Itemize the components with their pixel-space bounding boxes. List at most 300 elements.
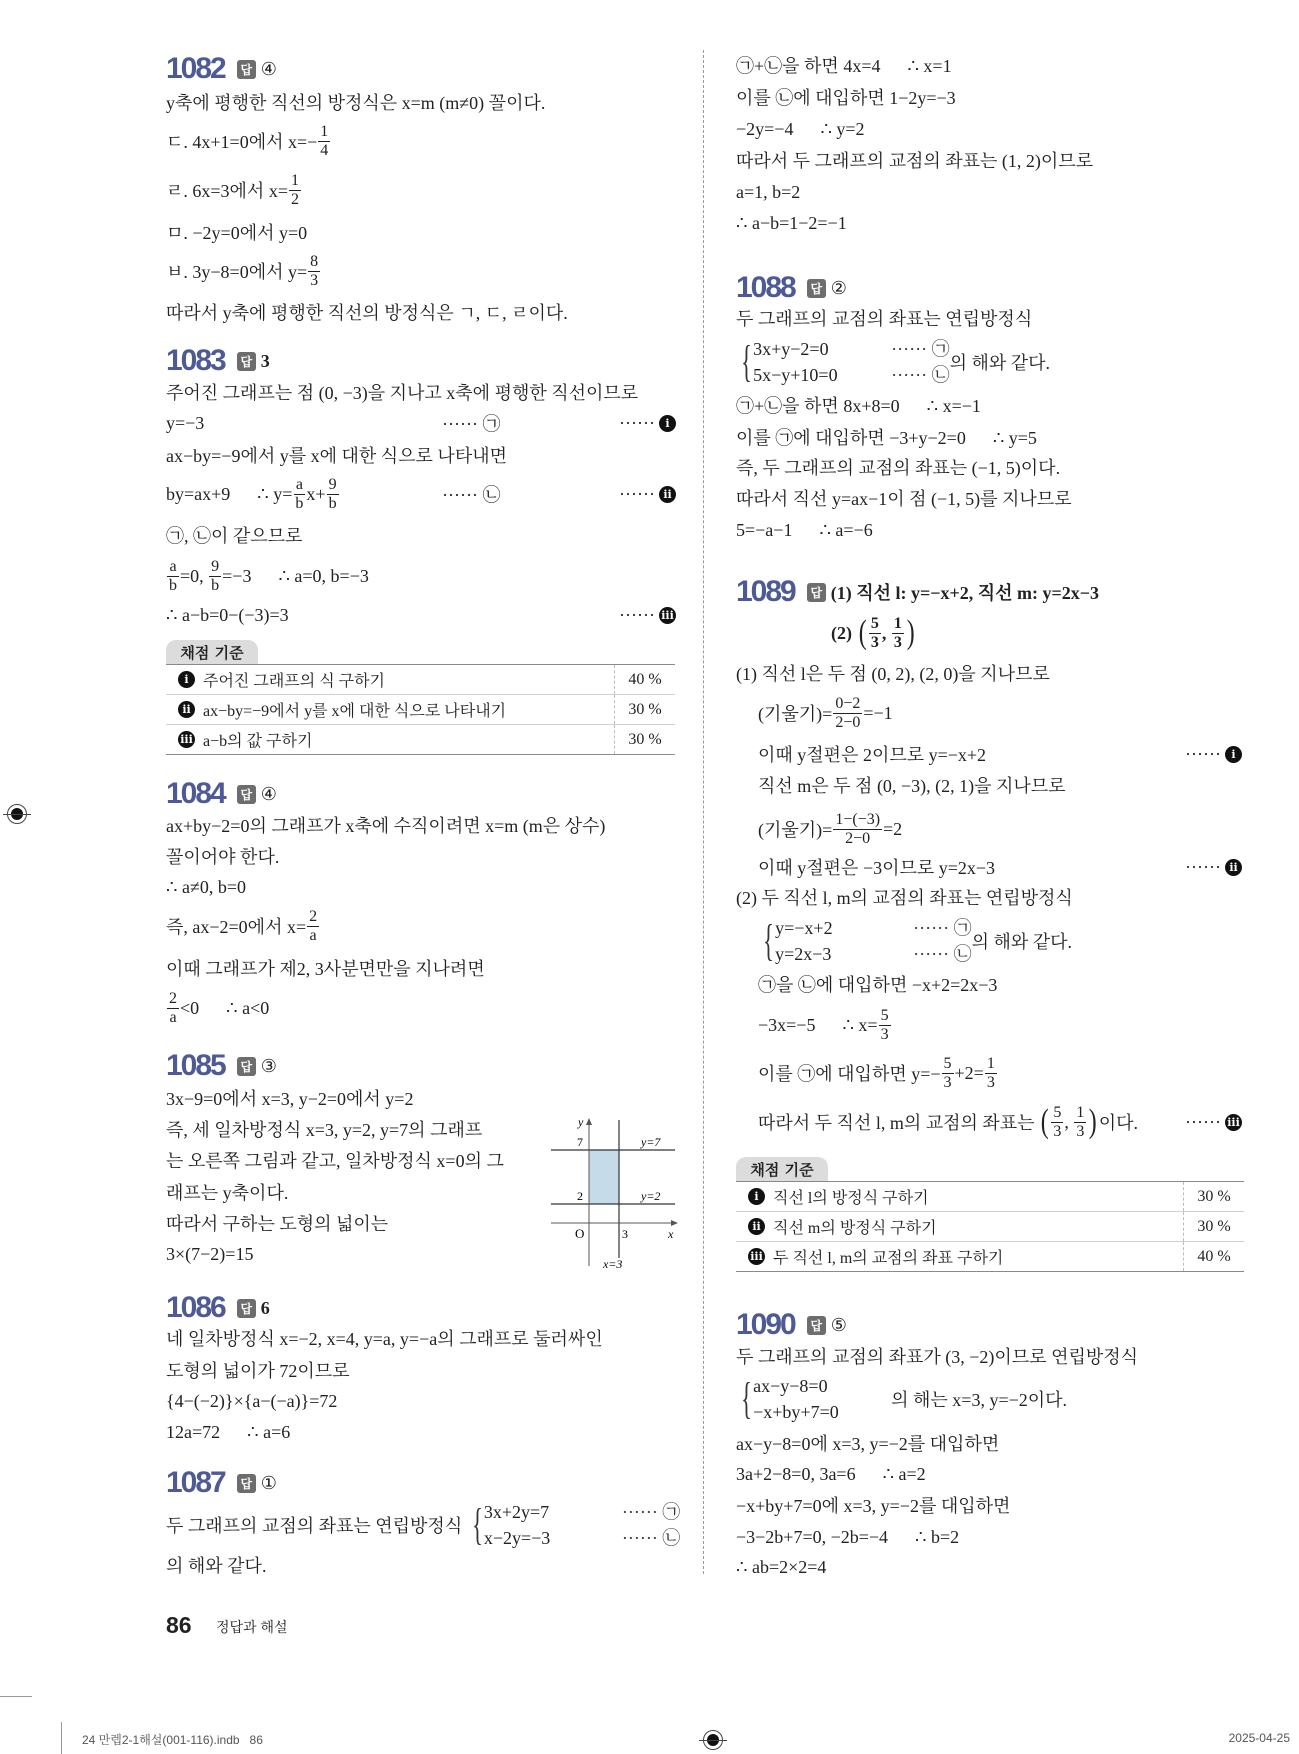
text-run: 는 오른쪽 그림과 같고, 일차방정식 x=0의 그 [166, 1151, 504, 1171]
solution-line [166, 600, 676, 630]
x-axis-label: x [668, 1227, 674, 1241]
label-y2: y=2 [641, 1189, 661, 1203]
text-run: 두 그래프의 교점의 좌표는 연립방정식 [736, 309, 1033, 329]
marker-i-icon: i [659, 415, 676, 432]
solution-line [758, 916, 1234, 965]
marker-dots: ······ [619, 483, 655, 504]
marker-i-icon: i [178, 671, 195, 688]
equation-tag: ······ ㉠ [913, 918, 972, 938]
left-brace-icon: { [763, 916, 774, 965]
solution-line [758, 1054, 1234, 1091]
answer-badge: 답 [237, 785, 256, 804]
page-number: 86 [166, 1612, 192, 1638]
solution-line [736, 1428, 1234, 1458]
denominator: b [169, 576, 177, 594]
tick-2: 2 [577, 1189, 583, 1203]
fraction [869, 615, 881, 652]
solution-line [166, 171, 676, 208]
equation-tag: ······ ㉠ [621, 1502, 681, 1522]
answer-value: ③ [260, 1055, 277, 1076]
print-date: 2025-04-25 [1228, 1731, 1290, 1745]
problem-number: 1086 [166, 1291, 225, 1324]
scoring-marker [1185, 744, 1242, 765]
solution-line [736, 82, 1234, 112]
problem-number: 1084 [166, 777, 225, 810]
text-run: 네 일차방정식 x=−2, x=4, y=a, y=−a의 그래프로 둘러싸인 [166, 1329, 603, 1349]
answer-badge: 답 [807, 279, 826, 298]
solution-line [166, 440, 676, 470]
text-run: y=−3 [166, 412, 205, 433]
criterion-text: 두 직선 l, m의 교점의 좌표 구하기 [773, 1250, 1004, 1267]
text-run: ax+by−2=0의 그래프가 x축에 수직이려면 x=m (m은 상수) [166, 816, 606, 836]
marker-iii-icon: iii [659, 607, 676, 624]
system-rows [775, 915, 971, 967]
file-info: 24 만렙2-1해설(001-116).indb 86 [82, 1733, 263, 1747]
text-run: =−3 ∴ a=0, b=−3 [222, 565, 369, 586]
solution-line [166, 122, 676, 159]
marker-dots: ······ [619, 604, 655, 625]
numerator: 1−(−3) [835, 810, 881, 828]
rubric-table [736, 1181, 1244, 1272]
x-axis-arrow-icon [671, 1220, 678, 1226]
solution-line [736, 658, 1234, 688]
solution-line [758, 694, 1234, 731]
text-run: 래프는 y축이다. [166, 1183, 289, 1203]
numerator: 2 [309, 907, 318, 925]
criterion-text: a−b의 값 구하기 [203, 733, 313, 750]
rubric-criterion [736, 1215, 1183, 1238]
solution-line [736, 337, 1234, 386]
criterion-text: 주어진 그래프의 식 구하기 [203, 673, 386, 690]
numerator: 9 [328, 475, 337, 493]
numerator: 5 [880, 1006, 889, 1024]
numerator: 1 [320, 122, 329, 140]
denominator: b [328, 494, 337, 512]
column-divider [703, 50, 704, 1574]
text-run: (2) 두 직선 l, m의 교점의 좌표는 연립방정식 [736, 888, 1073, 908]
fraction [985, 1055, 997, 1092]
text-run: −2y=−4 ∴ y=2 [736, 118, 865, 139]
text-run: , [881, 622, 891, 643]
solution-line [758, 739, 1234, 769]
fraction [308, 253, 320, 290]
system-row [484, 1499, 680, 1525]
crop-line [0, 1696, 32, 1697]
solution-line [736, 114, 1234, 144]
equation: y=2x−3 [775, 944, 832, 964]
text-run: −3−2b+7=0, −2b=−4 ∴ b=2 [736, 1526, 960, 1547]
solution-line [736, 1552, 1234, 1582]
text-run: 두 그래프의 교점의 좌표가 (3, −2)이므로 연립방정식 [736, 1347, 1139, 1367]
text-run: 의 해는 x=3, y=−2이다. [891, 1390, 1068, 1410]
scoring-marker [619, 484, 676, 505]
text-run: +2= [954, 1062, 984, 1083]
label-x3: x=3 [603, 1257, 623, 1271]
rubric-row [166, 725, 675, 754]
solution-line [166, 841, 676, 871]
text-run: 따라서 두 그래프의 교점의 좌표는 (1, 2)이므로 [736, 151, 1094, 171]
text-run: =2 [883, 818, 903, 839]
left-brace-icon: { [472, 1500, 483, 1549]
text-run: =0, [180, 565, 209, 586]
answer-value: ⑤ [830, 1314, 847, 1335]
equation-tag: ······ ㉡ [913, 944, 972, 964]
rubric-percent: 30 % [1183, 1212, 1244, 1241]
solution-line [758, 969, 1234, 999]
equation-tag: ······ ㉠ [891, 339, 950, 359]
numerator: 1 [986, 1054, 995, 1072]
problem-heading-1086 [166, 1291, 270, 1325]
problem-heading-1082 [166, 52, 277, 86]
fraction [318, 123, 330, 160]
text-run: 3x−9=0에서 x=3, y−2=0에서 y=2 [166, 1089, 414, 1109]
system-rows [484, 1499, 680, 1551]
solution-line [166, 1083, 676, 1113]
rubric-percent: 40 % [1183, 1242, 1244, 1271]
numerator: 0−2 [835, 694, 861, 712]
solution-line [166, 1500, 681, 1549]
numerator: 5 [1053, 1103, 1062, 1121]
numerator: 1 [893, 614, 902, 632]
solution-line [736, 303, 1234, 333]
solution-line [736, 177, 1234, 207]
rubric-row [166, 665, 675, 695]
big-paren: ( [1040, 1103, 1049, 1140]
label-y7: y=7 [641, 1135, 661, 1149]
equation: −x+by+7=0 [753, 1402, 839, 1422]
solution-line [736, 145, 1234, 175]
problem-number: 1089 [736, 575, 795, 608]
problem-number: 1082 [166, 52, 225, 85]
denominator: 3 [1053, 1122, 1062, 1140]
text-run: 이를 ㉠에 대입하면 −3+y−2=0 ∴ y=5 [736, 428, 1037, 448]
fraction [1051, 1104, 1063, 1141]
solution-line [758, 852, 1238, 882]
solution-line [166, 87, 676, 117]
equation: ax−y−8=0 [753, 1376, 828, 1396]
text-run: x+ [306, 483, 326, 504]
solution-line [166, 1417, 676, 1447]
text-run: a=1, b=2 [736, 181, 801, 202]
denominator: 2 [290, 190, 299, 208]
system-row [753, 362, 949, 388]
marker-ii-icon: ii [659, 486, 676, 503]
big-paren: ) [906, 614, 915, 651]
fraction [1074, 1104, 1086, 1141]
solution-line [166, 1550, 676, 1580]
numerator: 1 [1076, 1103, 1085, 1121]
system-rows [753, 1373, 891, 1425]
system-row [753, 336, 949, 362]
solution-line [736, 1522, 1234, 1552]
text-run: 꼴이어야 한다. [166, 847, 280, 867]
rubric-percent: 30 % [614, 695, 675, 724]
denominator: 3 [893, 633, 902, 651]
marker-ii-icon: ii [748, 1218, 765, 1235]
criterion-text: 직선 l의 방정식 구하기 [773, 1190, 929, 1207]
text-run: (기울기)= [758, 820, 833, 840]
text-run: 의 해와 같다. [949, 353, 1051, 373]
denominator: b [211, 576, 220, 594]
equation-tag: ······ ㉡ [621, 1528, 681, 1548]
system-row [753, 1399, 891, 1425]
answer-value: ④ [260, 58, 277, 79]
fraction [833, 695, 862, 732]
problem-number: 1085 [166, 1049, 225, 1082]
tick-3: 3 [622, 1227, 628, 1241]
text-run: =−1 [863, 702, 893, 723]
denominator: 3 [943, 1073, 952, 1091]
solution-line [166, 872, 676, 902]
problem-number: 1088 [736, 271, 795, 304]
text-run: 즉, 두 그래프의 교점의 좌표는 (−1, 5)이다. [736, 458, 1061, 478]
text-run: <0 ∴ a<0 [180, 997, 270, 1018]
solution-line [166, 1386, 676, 1416]
answer-value: ④ [260, 783, 277, 804]
origin-label: O [575, 1226, 585, 1241]
text-run: (1) 직선 l은 두 점 (0, 2), (2, 0)을 지나므로 [736, 664, 1050, 684]
problem-heading-1083 [166, 344, 270, 378]
big-paren: ) [1089, 1103, 1098, 1140]
solution-line [166, 953, 676, 983]
solution-line [166, 377, 676, 407]
numerator: 5 [943, 1054, 952, 1072]
shaded-region [589, 1150, 619, 1204]
marker-i-icon: i [1225, 746, 1242, 763]
big-paren: ( [858, 614, 867, 651]
text-run: 따라서 직선 y=ax−1이 점 (−1, 5)를 지나므로 [736, 489, 1072, 509]
rubric-row [736, 1182, 1244, 1212]
equation-tag: ······ ㉠ [442, 414, 501, 434]
criterion-text: 직선 m의 방정식 구하기 [773, 1220, 937, 1237]
answer-badge: 답 [237, 60, 256, 79]
equation: 5x−y+10=0 [753, 365, 838, 385]
problem-heading-1084 [166, 777, 277, 811]
text-run: ㉠+㉡을 하면 8x+8=0 ∴ x=−1 [736, 396, 981, 416]
rubric-criterion [736, 1245, 1183, 1268]
marker-ii-icon: ii [178, 701, 195, 718]
registration-mark-icon [703, 1730, 723, 1750]
text-run: −3x=−5 ∴ x= [758, 1014, 878, 1035]
equation-tag: ······ ㉡ [442, 485, 501, 505]
text-run: 따라서 두 직선 l, m의 교점의 좌표는 [758, 1113, 1040, 1133]
fraction [942, 1055, 954, 1092]
solution-line [166, 408, 676, 438]
solution-line [166, 557, 676, 594]
answer-value: 6 [260, 1297, 270, 1318]
marker-dots: ······ [1185, 1111, 1221, 1132]
denominator: 3 [1076, 1122, 1085, 1140]
answer-value: 3 [260, 350, 270, 371]
answer-badge: 답 [237, 1299, 256, 1318]
solution-line [736, 1374, 1234, 1423]
fraction [833, 811, 882, 848]
denominator: b [295, 494, 304, 512]
fraction [293, 476, 305, 513]
solution-line [166, 297, 676, 327]
equation-system [758, 915, 972, 967]
scoring-marker [1185, 857, 1242, 878]
numerator: 5 [870, 614, 879, 632]
left-brace-icon: { [741, 1374, 752, 1423]
rubric-table [166, 664, 675, 755]
problem-heading-1088 [736, 271, 847, 305]
solution-line [166, 810, 676, 840]
scoring-marker [619, 605, 676, 626]
solution-line [758, 810, 1234, 847]
equation-system [736, 1373, 891, 1425]
solution-line [736, 515, 1234, 545]
denominator: 3 [310, 271, 319, 289]
marker-dots: ······ [619, 412, 655, 433]
problem-number: 1087 [166, 1466, 225, 1499]
y-axis-arrow-icon [586, 1118, 592, 1125]
text-run: ∴ a−b=1−2=−1 [736, 212, 847, 233]
equation: y=−x+2 [775, 918, 833, 938]
fraction [289, 172, 301, 209]
marker-iii-icon: iii [748, 1248, 765, 1265]
solution-line [166, 252, 676, 289]
rubric-title: 채점 기준 [166, 640, 258, 664]
numerator: 2 [169, 989, 177, 1007]
rubric-criterion [736, 1185, 1183, 1208]
numerator: 8 [310, 252, 319, 270]
rubric-criterion [166, 698, 614, 721]
system-row [775, 941, 971, 967]
rubric-percent: 40 % [614, 665, 675, 694]
text-run: ㉠, ㉡이 같으므로 [166, 526, 303, 546]
problem-heading-1090 [736, 1308, 847, 1342]
marker-ii-icon: ii [1225, 859, 1242, 876]
text-run: 도형의 넓이가 72이므로 [166, 1361, 350, 1381]
text-run: (기울기)= [758, 704, 833, 724]
solution-line [736, 1459, 1234, 1489]
problem-heading-1085 [166, 1049, 277, 1083]
right-column [736, 0, 1240, 1600]
rubric-row [166, 695, 675, 725]
text-run: 즉, 세 일차방정식 x=3, y=2, y=7의 그래프 [166, 1120, 483, 1140]
answer-badge: 답 [237, 352, 256, 371]
solution-line [166, 1355, 676, 1385]
text-run: −x+by+7=0에 x=3, y=−2를 대입하면 [736, 1496, 1011, 1516]
y-axis-label: y [578, 1115, 584, 1129]
text-run: 3×(7−2)=15 [166, 1243, 254, 1264]
text-run: 두 그래프의 교점의 좌표는 연립방정식 [166, 1516, 467, 1536]
text-run: 이를 ㉡에 대입하면 1−2y=−3 [736, 88, 956, 108]
solution-line [758, 770, 1234, 800]
text-run: 이때 y절편은 2이므로 y=−x+2 [758, 745, 987, 765]
equation: 3x+2y=7 [483, 1502, 550, 1522]
problem-number: 1090 [736, 1308, 795, 1341]
equation: 3x+y−2=0 [753, 339, 829, 359]
solution-line [736, 882, 1234, 912]
rubric-criterion [166, 668, 614, 691]
solution-line [736, 50, 1234, 80]
text-run: ∴ a−b=0−(−3)=3 [166, 604, 289, 625]
marker-iii-icon: iii [178, 731, 195, 748]
answer-value: ① [260, 1472, 277, 1493]
answer-badge: 답 [807, 1316, 826, 1335]
marker-dots: ······ [1185, 856, 1221, 877]
left-column [166, 0, 681, 1600]
denominator: 3 [880, 1025, 889, 1043]
registration-mark-icon [7, 804, 27, 824]
equation: x−2y=−3 [483, 1528, 551, 1548]
equation-tag: ······ ㉡ [891, 365, 950, 385]
text-run: ㅁ. −2y=0에서 y=0 [166, 223, 308, 243]
text-run: by=ax+9 ∴ y= [166, 483, 293, 504]
scoring-marker [619, 413, 676, 434]
denominator: 4 [320, 141, 329, 159]
denominator: 2−0 [835, 713, 861, 731]
text-run: 이때 그래프가 제2, 3사분면만을 지나려면 [166, 959, 485, 979]
solution-line [736, 452, 1234, 482]
solution-line [736, 483, 1234, 513]
solution-line [166, 520, 676, 550]
problem-number: 1083 [166, 344, 225, 377]
text-run: 이때 y절편은 −3이므로 y=2x−3 [758, 858, 996, 878]
problem-heading-1087 [166, 1466, 277, 1500]
solution-line [736, 1341, 1234, 1371]
tick-7: 7 [577, 1135, 583, 1149]
answer-badge: 답 [237, 1057, 256, 1076]
numerator: 9 [211, 557, 220, 575]
system-rows [753, 336, 949, 388]
denominator: a [169, 1008, 177, 1026]
solution-line [166, 989, 676, 1026]
equation-system [736, 336, 950, 388]
system-row [484, 1525, 680, 1551]
text-run: 12a=72 ∴ a=6 [166, 1421, 291, 1442]
rubric-criterion [166, 728, 614, 751]
text-run: 이다. [1098, 1113, 1138, 1133]
text-run: y축에 평행한 직선의 방정식은 x=m (m≠0) 꼴이다. [166, 93, 546, 113]
numerator: 1 [290, 171, 299, 189]
marker-iii-icon: iii [1225, 1114, 1242, 1131]
solution-line [166, 475, 676, 512]
solution-line [736, 1490, 1234, 1520]
rubric-percent: 30 % [614, 725, 675, 754]
solution-line [166, 1323, 676, 1353]
text-run: ㉠+㉡을 하면 4x=4 ∴ x=1 [736, 56, 952, 76]
solution-line [758, 1103, 1240, 1140]
text-run: ax−by=−9에서 y를 x에 대한 식으로 나타내면 [166, 446, 507, 466]
text-run: 3a+2−8=0, 3a=6 ∴ a=2 [736, 1463, 926, 1484]
marker-i-icon: i [748, 1188, 765, 1205]
text-run: 따라서 y축에 평행한 직선의 방정식은 ㄱ, ㄷ, ㄹ이다. [166, 303, 568, 323]
text-run: {4−(−2)}×{a−(−a)}=72 [166, 1390, 338, 1411]
scoring-marker [1185, 1112, 1242, 1133]
left-brace-icon: { [741, 337, 752, 386]
answer-badge: 답 [807, 583, 826, 602]
fraction [307, 908, 319, 945]
fraction [209, 558, 221, 595]
criterion-text: ax−by=−9에서 y를 x에 대한 식으로 나타내기 [203, 703, 507, 720]
solution-line [758, 1006, 1234, 1043]
system-row [775, 915, 971, 941]
text-run: 따라서 구하는 도형의 넓이는 [166, 1214, 389, 1234]
denominator: 3 [870, 633, 879, 651]
numerator: a [295, 475, 303, 493]
system-row [753, 1373, 891, 1399]
rubric-percent: 30 % [1183, 1182, 1244, 1211]
fraction [892, 615, 904, 652]
text-run: 즉, ax−2=0에서 x= [166, 917, 307, 937]
answer-badge: 답 [237, 1474, 256, 1493]
text-run: 이를 ㉠에 대입하면 y=− [758, 1064, 941, 1084]
text-run: 5=−a−1 ∴ a=−6 [736, 519, 873, 540]
graph-1085 [548, 1112, 680, 1272]
